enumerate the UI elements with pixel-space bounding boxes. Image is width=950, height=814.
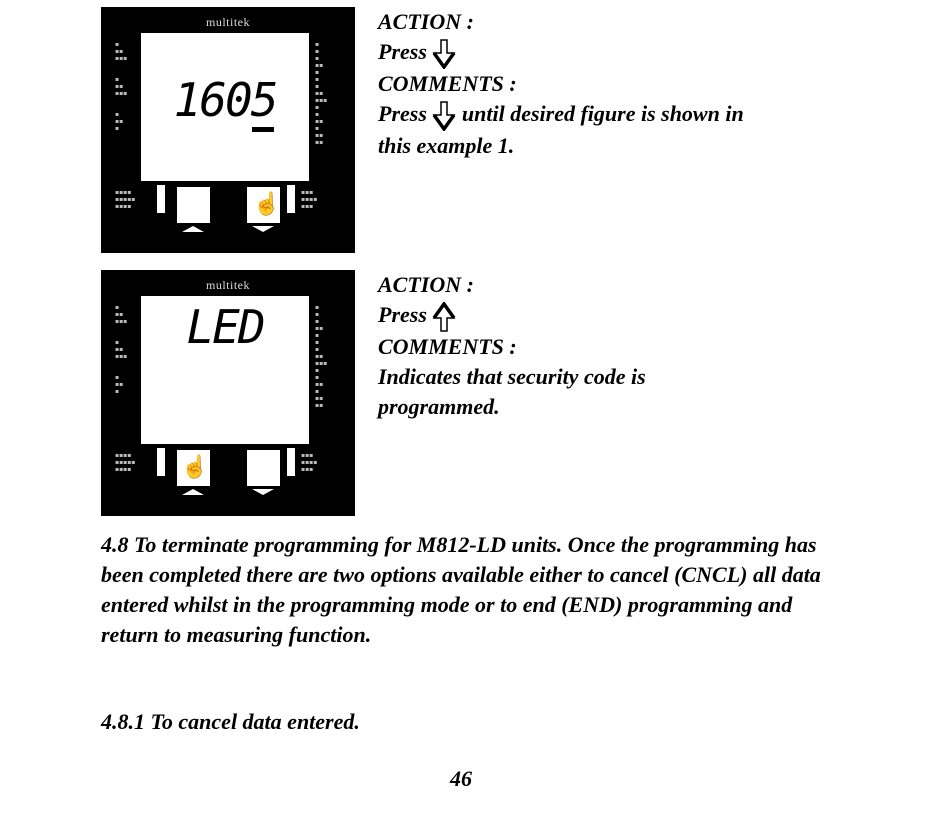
press-label: Press (378, 39, 427, 64)
step-2 (101, 270, 861, 516)
action-label: ACTION : (378, 9, 474, 34)
left-key-labels: ▪▪▪▪ ▪▪▪▪▪ ▪▪▪▪ (115, 452, 136, 473)
display-readout: 1605 (173, 73, 277, 127)
right-side-labels: ▪ ▪ ▪ ▪▪ ▪ ▪ ▪ ▪▪ ▪▪▪ ▪ ▪ ▪▪ ▪ ▪▪ ▪▪ (315, 41, 328, 146)
step-2-instructions (378, 270, 818, 422)
right-side-labels: ▪ ▪ ▪ ▪▪ ▪ ▪ ▪ ▪▪ ▪▪▪ ▪ ▪ ▪▪ ▪ ▪▪ ▪▪ (315, 304, 328, 409)
comment-line-1 (378, 99, 818, 131)
left-side-labels: ▪ ▪▪ ▪▪▪ ▪ ▪▪ ▪▪▪ ▪ ▪▪ ▪ (115, 41, 128, 132)
press-label: Press (378, 302, 427, 327)
section-paragraph: 4.8 To terminate programming for M812-LD units. Once the programming has been completed there are two options available either to cancel (CNCL) all data entered whilst in the programming mode or to end (END) programming and return to measuring function. (101, 532, 821, 647)
pointing-hand-icon: ☝ (181, 454, 209, 479)
meter-panel-2 (101, 270, 355, 516)
left-side-labels: ▪ ▪▪ ▪▪▪ ▪ ▪▪ ▪▪▪ ▪ ▪▪ ▪ (115, 304, 128, 395)
action-line (378, 37, 818, 69)
up-arrow-icon (432, 302, 456, 332)
action-line (378, 300, 818, 332)
down-arrow-icon (432, 39, 456, 69)
meter-brand: multitek (206, 15, 250, 29)
meter-display-2 (141, 296, 309, 444)
meter-brand: multitek (206, 278, 250, 292)
down-key-arrow (252, 489, 274, 495)
right-key-labels: ▪▪▪ ▪▪▪▪ ▪▪▪ (301, 452, 318, 473)
up-key-arrow (182, 489, 204, 495)
down-key[interactable] (247, 450, 280, 486)
down-key-arrow (252, 226, 274, 232)
digit-cursor (252, 127, 274, 132)
comment-line-2: programmed. (378, 393, 500, 419)
meter-display-1 (141, 33, 309, 181)
page-number: 46 (450, 766, 472, 791)
action-label: ACTION : (378, 272, 474, 297)
subheading: 4.8.1 To cancel data entered. (101, 709, 360, 734)
comment-line-2: this example 1. (378, 132, 515, 158)
right-key-indicator (287, 185, 295, 213)
comment-rest: until desired figure is shown in (461, 100, 744, 126)
step-1 (101, 7, 861, 253)
meter-panel-1 (101, 7, 355, 253)
left-key-indicator (157, 185, 165, 213)
right-key-indicator (287, 448, 295, 476)
comments-label: COMMENTS : (378, 70, 517, 96)
up-key[interactable] (177, 187, 210, 223)
left-key-labels: ▪▪▪▪ ▪▪▪▪▪ ▪▪▪▪ (115, 189, 136, 210)
down-arrow-icon (432, 101, 456, 131)
left-key-indicator (157, 448, 165, 476)
comment-press: Press (378, 100, 427, 126)
right-key-labels: ▪▪▪ ▪▪▪▪ ▪▪▪ (301, 189, 318, 210)
step-1-instructions (378, 7, 818, 161)
pointing-hand-icon: ☝ (253, 191, 281, 216)
comments-label: COMMENTS : (378, 333, 517, 359)
display-readout: LED (186, 300, 264, 354)
up-key-arrow (182, 226, 204, 232)
comment-line-1: Indicates that security code is (378, 363, 646, 389)
